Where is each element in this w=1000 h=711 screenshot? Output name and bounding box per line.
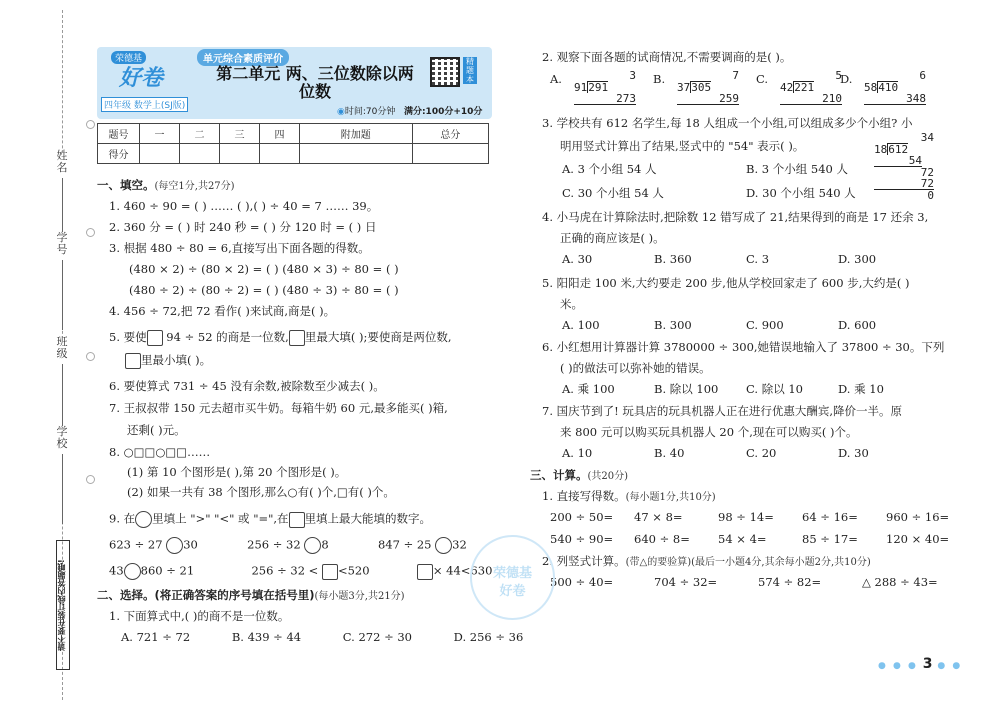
long-division-612: 34 18612 54 72 72 0 [874, 131, 934, 202]
option-a[interactable]: A. 30 [562, 252, 593, 266]
student-id-field[interactable]: 学号 [52, 232, 72, 330]
binding-hole [86, 120, 95, 129]
binding-hole [86, 228, 95, 237]
choice-3b: 明用竖式计算出了结果,竖式中的 "54" 表示( )。 [560, 139, 805, 153]
choice-1-options [121, 630, 523, 644]
brand-logo: 荣德基 好卷 四年级 数学上(SJ版) [101, 51, 193, 111]
choice-6-options [562, 382, 884, 396]
score-table [97, 123, 489, 164]
compare-circle[interactable] [135, 511, 152, 528]
binding-margin [0, 0, 90, 711]
question-9-row2: 43 860 ÷ 21 256 ÷ 32 < <520 × 44<630 [109, 563, 492, 580]
option-b[interactable]: B. 除以 100 [654, 382, 719, 396]
worksheet-header [97, 47, 492, 119]
score-cell[interactable] [412, 144, 488, 164]
score-cell[interactable] [179, 144, 219, 164]
calc-1-row2: 540 ÷ 90= 640 ÷ 8= 54 × 4= 85 ÷ 17= 120 × 40= [550, 532, 950, 546]
choice-5-options [562, 318, 876, 332]
clock-icon: ◉ [337, 107, 345, 117]
calc-2: 2. 列竖式计算。(带△的要验算)(最后一小题4分,其余每小题2分,共10分) [542, 554, 871, 568]
long-division-d: 6 58410 348 [864, 69, 926, 105]
compare-circle[interactable] [304, 537, 321, 554]
option-d[interactable]: D. [840, 72, 853, 86]
choice-7a: 7. 国庆节到了! 玩具店的玩具机器人正在进行优惠大酬宾,降价一半。原 [542, 404, 903, 418]
choice-7-options [562, 446, 869, 460]
calc-2-items: 500 ÷ 40= 704 ÷ 32= 574 ÷ 82= △ 288 ÷ 43= [550, 575, 938, 589]
answer-box[interactable] [417, 564, 433, 580]
score-cell[interactable] [140, 144, 180, 164]
question-2: 2. 360 分 = ( ) 时 240 秒 = ( ) 分 120 时 = ( ) 日 [109, 220, 377, 234]
question-7a: 7. 王叔叔带 150 元去超市买牛奶。每箱牛奶 60 元,最多能买( )箱, [109, 401, 448, 415]
option-a[interactable]: A. 乘 100 [562, 382, 615, 396]
choice-1: 1. 下面算式中,( )的商不是一位数。 [109, 609, 290, 623]
choice-3a: 3. 学校共有 612 名学生,每 18 人组成一个小组,可以组成多少个小组? 小 [542, 116, 913, 130]
option-c[interactable]: C. 3 [746, 252, 770, 266]
binding-hole [86, 475, 95, 484]
option-d[interactable]: D. 30 [838, 446, 869, 460]
page-number: ● ● ● 3 ● ● [878, 656, 963, 672]
score-cell[interactable] [299, 144, 412, 164]
name-field[interactable]: 姓名 [52, 150, 72, 248]
choice-4-options [562, 252, 876, 266]
option-b[interactable]: B. 3 个小组 540 人 [746, 162, 848, 176]
answer-box[interactable] [289, 330, 305, 346]
score-cell[interactable] [259, 144, 299, 164]
section-calculation: 三、计算。(共20分) [530, 468, 629, 482]
option-c[interactable]: C. [756, 72, 769, 86]
option-d[interactable]: D. 256 ÷ 36 [453, 630, 524, 644]
score-cell[interactable] [219, 144, 259, 164]
question-5b: 里最小填( )。 [125, 353, 211, 369]
long-division-c: 5 42221 210 [780, 69, 842, 105]
compare-circle[interactable] [166, 537, 183, 554]
question-9-row1: 623 ÷ 27 30 256 ÷ 32 8 847 ÷ 25 32 [109, 537, 467, 554]
exam-meta: ◉时间:70分钟 满分:100分+10分 [337, 107, 483, 117]
question-4: 4. 456 ÷ 72,把 72 看作( )来试商,商是( )。 [109, 304, 336, 318]
question-6: 6. 要使算式 731 ÷ 45 没有余数,被除数至少减去( )。 [109, 379, 385, 393]
option-b[interactable]: B. 439 ÷ 44 [231, 630, 302, 644]
question-7b: 还剩( )元。 [127, 423, 186, 437]
option-b[interactable]: B. 300 [654, 318, 692, 332]
school-field[interactable]: 学校 [52, 426, 72, 524]
score-table-row: 得分 [98, 144, 489, 164]
question-3: 3. 根据 480 ÷ 80 = 6,直接写出下面各题的得数。 [109, 241, 370, 255]
option-a[interactable]: A. 3 个小组 54 人 [562, 162, 657, 176]
choice-5b: 米。 [560, 297, 583, 311]
choice-6b: ( )的做法可以弥补她的错误。 [560, 361, 711, 375]
choice-6a: 6. 小红想用计算器计算 3780000 ÷ 300,她错误地输入了 37800 ÷ 30。下列 [542, 340, 945, 354]
calc-1: 1. 直接写得数。(每小题1分,共10分) [542, 489, 716, 503]
question-1: 1. 460 ÷ 90 = ( ) …… ( ),( ) ÷ 40 = 7 …… 39。 [109, 199, 379, 213]
option-d[interactable]: D. 30 个小组 540 人 [746, 186, 856, 200]
question-8: 8. ○□□○□□…… [109, 445, 211, 459]
section-fill-blank: 一、填空。(每空1分,共27分) [97, 178, 235, 192]
choice-4a: 4. 小马虎在计算除法时,把除数 12 错写成了 21,结果得到的商是 17 还余 3, [542, 210, 929, 224]
question-3b: (480 ÷ 2) ÷ (80 ÷ 2) = ( ) (480 ÷ 3) ÷ 80 = ( ) [129, 283, 399, 297]
option-c[interactable]: C. 900 [746, 318, 784, 332]
option-c[interactable]: C. 30 个小组 54 人 [562, 186, 664, 200]
question-3a: (480 × 2) ÷ (80 × 2) = ( ) (480 × 3) ÷ 80 = ( ) [129, 262, 399, 276]
compare-circle[interactable] [435, 537, 452, 554]
binding-warning: 请不要在装订线内答题哦! [56, 540, 70, 670]
question-8a: (1) 第 10 个图形是( ),第 20 个图形是( )。 [127, 465, 347, 479]
class-field[interactable]: 班级 [52, 336, 72, 434]
option-c[interactable]: C. 除以 10 [746, 382, 803, 396]
option-a[interactable]: A. 721 ÷ 72 [121, 630, 191, 644]
option-a[interactable]: A. 100 [562, 318, 600, 332]
unit-title: 第二单元 两、三位数除以两位数 [216, 64, 414, 101]
qr-tag: 精题本 [463, 57, 477, 84]
option-d[interactable]: D. 乘 10 [838, 382, 884, 396]
choice-7b: 来 800 元可以购买玩具机器人 20 个,现在可以购买( )个。 [560, 425, 858, 439]
grade-label: 四年级 数学上(SJ版) [101, 97, 188, 112]
option-b[interactable]: B. 40 [654, 446, 685, 460]
choice-4b: 正确的商应该是( )。 [560, 231, 665, 245]
calc-1-row1: 200 ÷ 50= 47 × 8= 98 ÷ 14= 64 ÷ 16= 960 ÷ 16= [550, 510, 950, 524]
choice-5a: 5. 阳阳走 100 米,大约要走 200 步,他从学校回家走了 600 步,大约是( ) [542, 276, 910, 290]
question-8b: (2) 如果一共有 38 个图形,那么○有( )个,□有( )个。 [127, 485, 395, 499]
option-a[interactable]: A. [550, 72, 562, 86]
option-b[interactable]: B. [653, 72, 666, 86]
binding-hole [86, 352, 95, 361]
answer-box[interactable] [147, 330, 163, 346]
compare-circle[interactable] [124, 563, 141, 580]
section-choice: 二、选择。(将正确答案的序号填在括号里)(每小题3分,共21分) [97, 588, 405, 602]
option-d[interactable]: D. 300 [838, 252, 877, 266]
long-division-b: 7 37305 259 [677, 69, 739, 105]
score-table-header: 题号 一 二 三 四 附加题 总分 [98, 124, 489, 144]
question-9: 9. 在 里填上 ">" "<" 或 "=",在 里填上最大能填的数字。 [109, 511, 431, 528]
answer-box[interactable] [322, 564, 338, 580]
evaluation-banner: 单元综合素质评价 [197, 49, 289, 66]
option-b[interactable]: B. 360 [654, 252, 692, 266]
option-c[interactable]: C. 20 [746, 446, 777, 460]
qr-code-icon[interactable] [430, 57, 460, 87]
option-c[interactable]: C. 272 ÷ 30 [342, 630, 412, 644]
choice-2: 2. 观察下面各题的试商情况,不需要调商的是( )。 [542, 50, 792, 64]
watermark-logo: 荣德基 好卷 [470, 535, 555, 620]
question-5: 5. 要使 94 ÷ 52 的商是一位数, 里最大填( );要使商是两位数, [109, 330, 452, 344]
long-division-a: 3 91291 273 [574, 69, 636, 105]
option-a[interactable]: A. 10 [562, 446, 593, 460]
answer-box[interactable] [125, 353, 141, 369]
option-d[interactable]: D. 600 [838, 318, 877, 332]
answer-box[interactable] [289, 512, 305, 528]
